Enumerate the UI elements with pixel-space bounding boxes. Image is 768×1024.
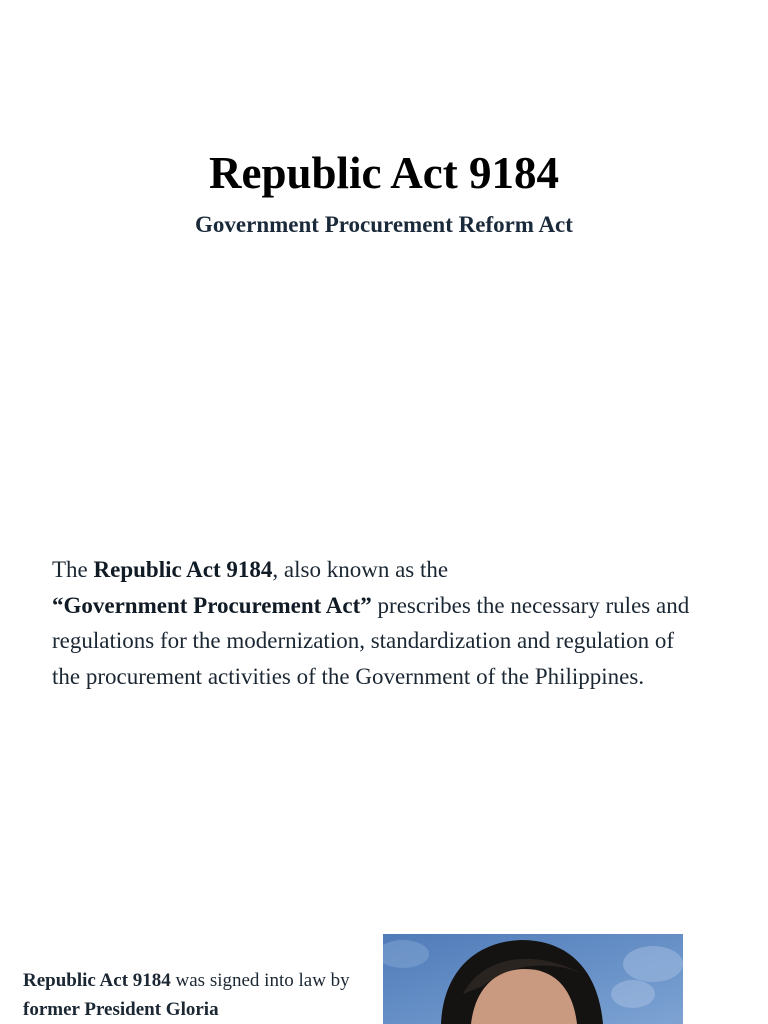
signing-president-name: former President Gloria [23, 999, 219, 1020]
signing-act-name: Republic Act 9184 [23, 970, 171, 991]
intro-paragraph [52, 552, 692, 694]
intro-text-start: The [52, 557, 94, 582]
intro-text-aka: , also known as the [272, 557, 449, 582]
page-title: Republic Act 9184 [208, 148, 559, 198]
signing-text: was signed into law by [170, 970, 350, 991]
page-subtitle: Government Procurement Reform Act [195, 212, 573, 237]
intro-text-rest: prescribes the necessary rules and regulations for the modernization, standardization and regulation of the procurement activities of the Government of the Philippines. [52, 592, 690, 689]
president-photo [383, 934, 683, 1024]
intro-act-name: Republic Act 9184 [93, 557, 273, 582]
intro-quoted-name: “Government Procurement Act” [52, 592, 372, 618]
signing-paragraph [23, 966, 363, 1024]
portrait-photo-icon [383, 934, 683, 1024]
